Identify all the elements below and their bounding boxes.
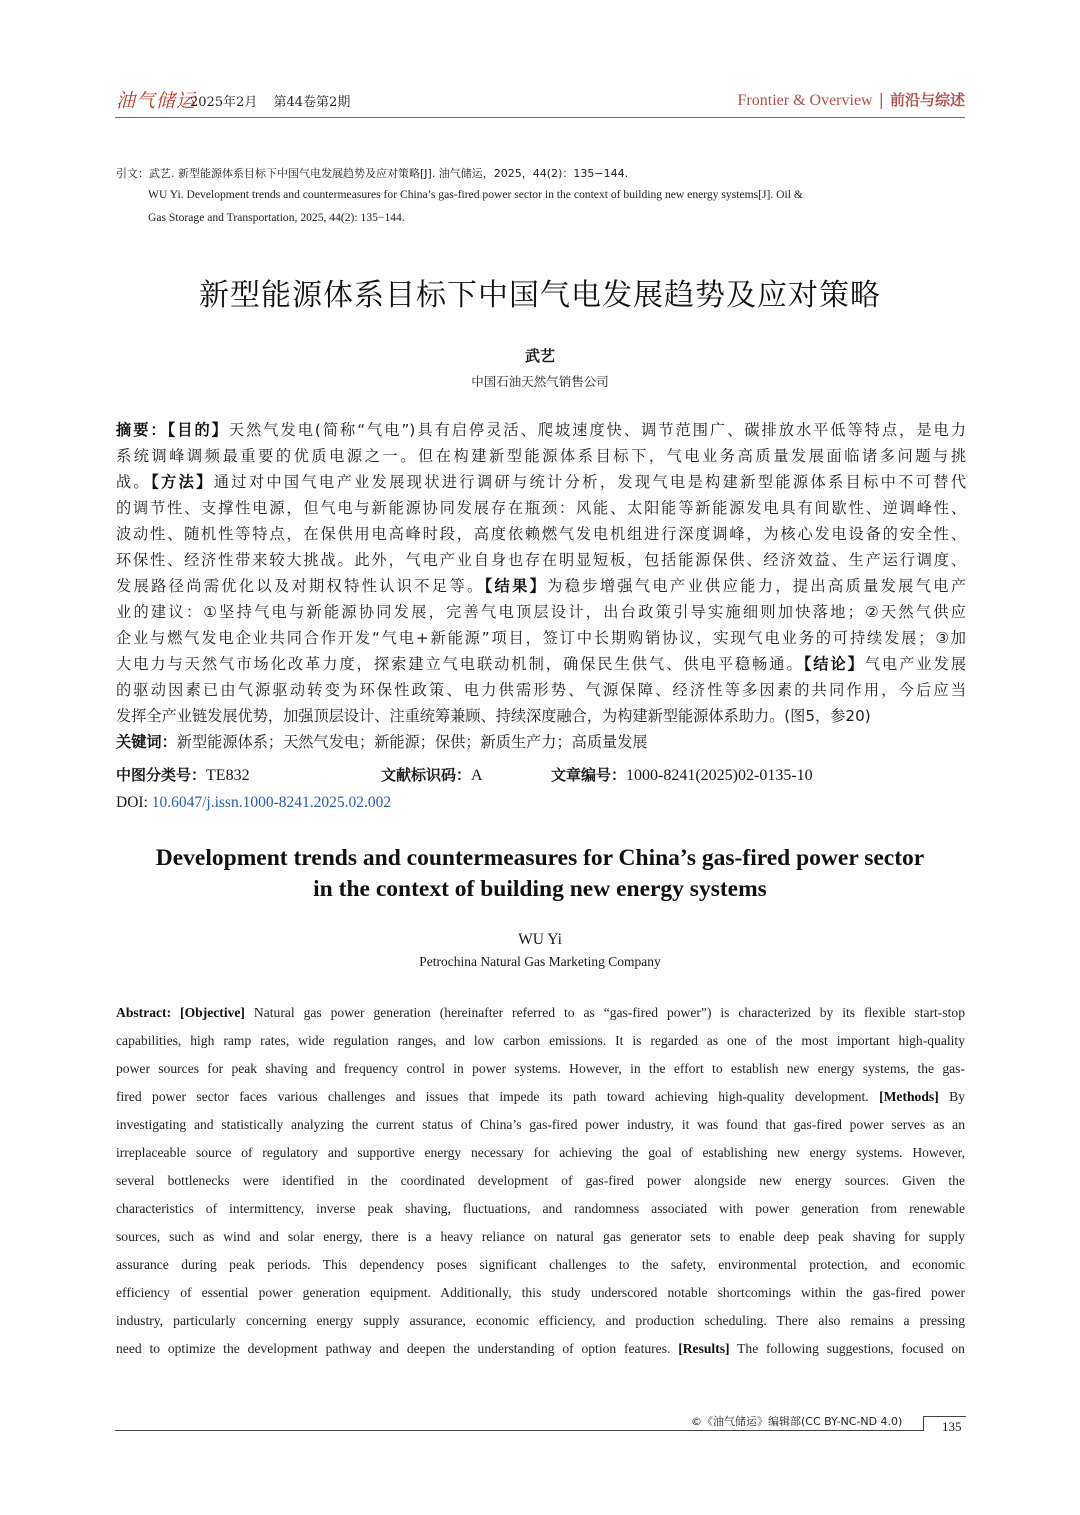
clc-label: 中图分类号： bbox=[116, 766, 207, 784]
abstract-en-line bbox=[116, 1111, 965, 1139]
issue-info bbox=[190, 91, 362, 110]
keywords-cn-label: 关键词： bbox=[116, 733, 177, 751]
abstract-cn-text: 业的建议：①坚持气电与新能源协同发展，完善气电顶层设计，出台政策引导实施细则加快落地；②天然气供应 bbox=[116, 603, 966, 621]
section-zh: 前沿与综述 bbox=[889, 91, 965, 109]
abstract-en-line bbox=[116, 1167, 965, 1195]
abstract-en-text: industry, particularly concerning energy supply assurance, economic efficiency, and production scheduling. There also remains a pressing bbox=[116, 1313, 965, 1328]
abstract-en-text: By bbox=[949, 1089, 965, 1104]
abstract-cn-text: 发挥全产业链发展优势，加强顶层设计、注重统筹兼顾、持续深度融合，为构建新型能源体系助力。(图5，参20) bbox=[116, 707, 871, 725]
page-number: 135 bbox=[942, 1419, 962, 1434]
article-no-value: 1000-8241(2025)02-0135-10 bbox=[626, 767, 813, 784]
abstract-cn-text: 通过对中国气电产业发展现状进行调研与统计分析，发现气电是构建新型能源体系目标中不可替代 bbox=[213, 473, 966, 491]
abstract-cn-line bbox=[116, 469, 966, 495]
abstract-cn-line bbox=[116, 495, 966, 521]
abstract-en-line bbox=[116, 1083, 965, 1111]
copyright-notice: ©《油气储运》编辑部(CC BY-NC-ND 4.0) bbox=[691, 1415, 903, 1428]
abstract-en-text: The following suggestions, focused on bbox=[737, 1341, 965, 1356]
abstract-cn-line bbox=[116, 651, 966, 677]
abstract-cn-line bbox=[116, 677, 966, 703]
abstract-cn-text: 系统调峰调频最重要的优质电源之一。但在构建新型能源体系目标下，气电业务高质量发展面临诸多问题与挑 bbox=[116, 447, 966, 465]
abstract-en-text: Natural gas power generation (hereinafter referred to as “gas-fired power”) is characterized by its flexible start-stop bbox=[253, 1005, 965, 1020]
abstract-cn-line bbox=[116, 573, 966, 599]
citation-en-line2: Gas Storage and Transportation, 2025, 44(2): 135−144. bbox=[148, 211, 405, 224]
abstract-en-line bbox=[116, 1251, 965, 1279]
abstract-cn-text: 为稳步增强气电产业供应能力，提出高质量发展气电产 bbox=[547, 577, 966, 595]
issue-volume: 第44卷第2期 bbox=[273, 95, 351, 110]
abstract-en-text: assurance during peak periods. This dependency poses significant challenges to the safety, environmental protection, and economic bbox=[116, 1257, 965, 1272]
abstract-en-line bbox=[116, 1279, 965, 1307]
abstract-en-line bbox=[116, 1307, 965, 1335]
abstract-en-text: irreplaceable source of regulatory and supportive energy necessary for achieving the goal of establishing new energy systems. However, bbox=[116, 1145, 965, 1160]
abstract-en-text: power sources for peak shaving and frequency control in power systems. However, in the effort to establish new energy systems, the gas- bbox=[116, 1061, 965, 1076]
abstract-cn-text: 环保性、经济性带来较大挑战。此外，气电产业自身也存在明显短板，包括能源保供、经济效益、生产运行调度、 bbox=[116, 551, 966, 569]
abstract-cn-objective-heading: 【目的】 bbox=[167, 421, 229, 439]
article-title-en-line1: Development trends and countermeasures for China’s gas-fired power sector bbox=[155, 845, 925, 871]
abstract-en-text: need to optimize the development pathway and deepen the understanding of option features. bbox=[116, 1341, 671, 1356]
affiliation-cn: 中国石油天然气销售公司 bbox=[471, 374, 609, 389]
abstract-cn-line bbox=[116, 417, 966, 443]
abstract-cn-results-heading: 【结果】 bbox=[484, 577, 548, 595]
citation-cn bbox=[116, 165, 628, 181]
citation-en-line1: WU Yi. Development trends and countermeasures for China’s gas-fired power sector in the context of building new energy systems[J]. Oil & bbox=[148, 188, 803, 201]
affiliation-en: Petrochina Natural Gas Marketing Company bbox=[419, 954, 661, 969]
abstract-cn-text: 大电力与天然气市场化改革力度，探索建立气电联动机制，确保民生供气、供电平稳畅通。 bbox=[116, 655, 804, 673]
abstract-en-text: fired power sector faces various challenges and issues that impede its path toward achieving high-quality development. bbox=[116, 1089, 869, 1104]
abstract-cn-text: 波动性、随机性等特点，在保供用电高峰时段，高度依赖燃气发电机组进行深度调峰，为核心发电设备的安全性、 bbox=[116, 525, 966, 543]
abstract-en-text: investigating and statistically analyzing the current status of China’s gas-fired power industry, it was found that gas-fired power serves as an bbox=[116, 1117, 965, 1132]
abstract-cn-text: 企业与燃气发电企业共同合作开发“气电+新能源”项目，签订中长期购销协议，实现气电业务的可持续发展；③加 bbox=[116, 629, 966, 647]
doi-link[interactable]: 10.6047/j.issn.1000-8241.2025.02.002 bbox=[151, 794, 392, 811]
article-title-cn: 新型能源体系目标下中国气电发展趋势及应对策略 bbox=[199, 278, 881, 313]
header-divider bbox=[115, 117, 965, 118]
abstract-en-line bbox=[116, 999, 965, 1027]
abstract-cn-text: 的调节性、支撑性电源，但气电与新能源协同发展存在瓶颈：风能、太阳能等新能源发电具有间歇性、逆调峰性、 bbox=[116, 499, 966, 517]
abstract-en-text: efficiency of essential power generation equipment. Additionally, this study underscored notable shortcomings within the gas-fired power bbox=[116, 1285, 965, 1300]
doc-code-label: 文献标识码： bbox=[381, 766, 472, 784]
author-en: WU Yi bbox=[518, 931, 562, 948]
abstract-en-line bbox=[116, 1055, 965, 1083]
citation-label: 引文： bbox=[116, 167, 149, 180]
abstract-en-line bbox=[116, 1027, 965, 1055]
abstract-en-objective-heading: [Objective] bbox=[180, 1005, 245, 1020]
abstract-en-line bbox=[116, 1139, 965, 1167]
abstract-cn-line bbox=[116, 547, 966, 573]
abstract-cn-line bbox=[116, 443, 966, 469]
abstract-cn-line bbox=[116, 703, 966, 729]
abstract-en-line bbox=[116, 1335, 965, 1363]
keywords-cn bbox=[116, 729, 966, 755]
abstract-cn-line bbox=[116, 625, 966, 651]
abstract-cn-line bbox=[116, 521, 966, 547]
abstract-en-text: capabilities, high ramp rates, wide regulation ranges, and low carbon emissions. It is regarded as one of the most important high-quality bbox=[116, 1033, 965, 1048]
keywords-cn-value: 新型能源体系；天然气发电；新能源；保供；新质生产力；高质量发展 bbox=[176, 733, 648, 751]
section-separator: | bbox=[878, 90, 884, 109]
abstract-en-methods-heading: [Methods] bbox=[879, 1089, 939, 1104]
abstract-cn-line bbox=[116, 599, 966, 625]
abstract-cn-label: 摘要： bbox=[116, 421, 168, 439]
section-label bbox=[738, 89, 965, 110]
section-en: Frontier & Overview bbox=[737, 92, 873, 109]
abstract-cn-methods-heading: 【方法】 bbox=[151, 473, 214, 491]
abstract-cn-text: 气电产业发展 bbox=[864, 655, 966, 673]
article-title-en-line2: in the context of building new energy systems bbox=[313, 876, 767, 902]
issue-date: 2025年2月 bbox=[190, 95, 258, 110]
journal-logo: 油气储运 bbox=[116, 90, 197, 112]
footer-divider bbox=[115, 1430, 923, 1431]
abstract-en-label: Abstract: bbox=[116, 1005, 172, 1020]
article-no-label: 文章编号： bbox=[551, 766, 627, 784]
doi-row bbox=[116, 794, 391, 812]
abstract-cn-text: 的驱动因素已由气源驱动转变为环保性政策、电力供需形势、气源保障、经济性等多因素的共同作用，今后应当 bbox=[116, 681, 966, 699]
abstract-en-results-heading: [Results] bbox=[678, 1341, 730, 1356]
clc-value: TE832 bbox=[206, 767, 250, 784]
abstract-cn-text: 战。 bbox=[116, 473, 152, 491]
abstract-en-text: characteristics of intermittency, inverse peak shaving, fluctuations, and randomness associated with power generation from renewable bbox=[116, 1201, 965, 1216]
abstract-en-line bbox=[116, 1195, 965, 1223]
classification-row bbox=[116, 764, 966, 785]
abstract-cn-conclusion-heading: 【结论】 bbox=[803, 655, 865, 673]
abstract-en-text: several bottlenecks were identified in the coordinated development of gas-fired power alongside new energy sources. Given the bbox=[116, 1173, 965, 1188]
abstract-cn-text: 天然气发电(简称“气电”)具有启停灵活、爬坡速度快、调节范围广、碳排放水平低等特点，是电力 bbox=[228, 421, 966, 439]
author-cn: 武艺 bbox=[524, 347, 555, 365]
abstract-en-text: sources, such as wind and solar energy, there is a heavy reliance on natural gas generator sets to enable deep peak shaving for supply bbox=[116, 1229, 965, 1244]
abstract-cn-text: 发展路径尚需优化以及对期权特性认识不足等。 bbox=[116, 577, 485, 595]
doi-label: DOI: bbox=[116, 794, 148, 811]
abstract-en-line bbox=[116, 1223, 965, 1251]
citation-cn-text: 武艺. 新型能源体系目标下中国气电发展趋势及应对策略[J]. 油气储运，2025，44(2)：135−144. bbox=[149, 167, 629, 180]
doc-code-value: A bbox=[471, 767, 483, 784]
